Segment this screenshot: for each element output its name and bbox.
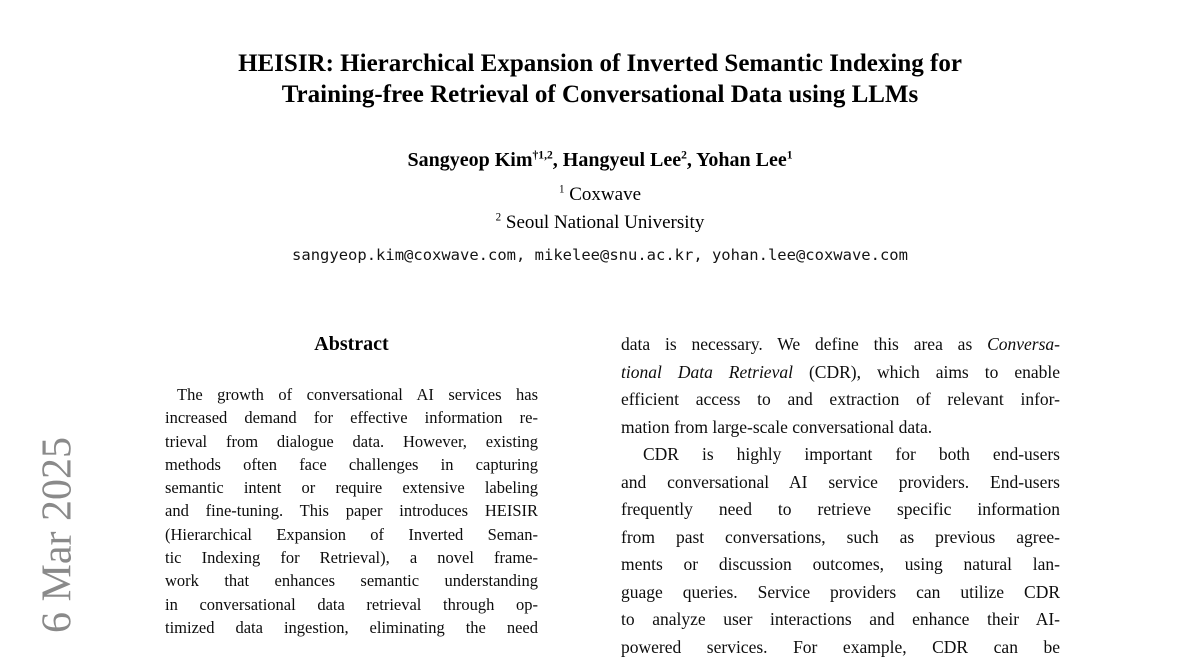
- affiliation-name: Seoul National University: [506, 212, 704, 233]
- affiliation-name: Coxwave: [569, 184, 641, 205]
- intro-line: ments or discussion outcomes, using natural lan-: [621, 551, 1060, 579]
- intro-line: tional Data Retrieval (CDR), which aims to enable: [621, 359, 1060, 387]
- abstract-line: The growth of conversational AI services has: [165, 383, 538, 406]
- intro-line: mation from large-scale conversational data.: [621, 414, 1060, 442]
- intro-line: powered services. For example, CDR can be: [621, 634, 1060, 661]
- abstract-text: [165, 383, 538, 639]
- title-line: Training-free Retrieval of Conversational Data using LLMs: [0, 79, 1200, 110]
- abstract-line: timized data ingestion, eliminating the need: [165, 616, 538, 639]
- affiliation-line: [0, 209, 1200, 237]
- abstract-line: methods often face challenges in capturing: [165, 453, 538, 476]
- abstract-line: in conversational data retrieval through op-: [165, 593, 538, 616]
- intro-line: efficient access to and extraction of relevant infor-: [621, 386, 1060, 414]
- intro-line: frequently need to retrieve specific information: [621, 496, 1060, 524]
- affiliation-line: [0, 181, 1200, 209]
- intro-column: [621, 331, 1060, 661]
- intro-line: CDR is highly important for both end-users: [621, 441, 1060, 469]
- intro-line: and conversational AI service providers. End-users: [621, 469, 1060, 497]
- intro-line: guage queries. Service providers can utilize CDR: [621, 579, 1060, 607]
- paper-header: [0, 48, 1200, 264]
- intro-line: data is necessary. We define this area as Conversa-: [621, 331, 1060, 359]
- abstract-line: tic Indexing for Retrieval), a novel frame-: [165, 546, 538, 569]
- emails-line: sangyeop.kim@coxwave.com, mikelee@snu.ac.kr, yohan.lee@coxwave.com: [0, 246, 1200, 264]
- authors-block: [0, 147, 1200, 173]
- abstract-line: work that enhances semantic understanding: [165, 569, 538, 592]
- paper-title: [0, 48, 1200, 110]
- authors-line: Sangyeop Kim$^{\dagger 1,2}$, Hangyeul Lee$^2$, Yohan Lee$^1$: [0, 147, 1200, 173]
- abstract-section: [165, 332, 538, 639]
- affiliation-number: 2: [496, 212, 502, 224]
- abstract-line: increased demand for effective information re-: [165, 406, 538, 429]
- abstract-heading: Abstract: [165, 332, 538, 356]
- intro-line: from past conversations, such as previous agree-: [621, 524, 1060, 552]
- abstract-line: semantic intent or require extensive labeling: [165, 476, 538, 499]
- abstract-line: trieval from dialogue data. However, existing: [165, 430, 538, 453]
- arxiv-date-watermark: 6 Mar 2025: [33, 428, 83, 643]
- affiliation-number: 1: [559, 184, 565, 196]
- abstract-line: and fine-tuning. This paper introduces HEISIR: [165, 499, 538, 522]
- affiliations: [0, 181, 1200, 237]
- title-line: HEISIR: Hierarchical Expansion of Inverted Semantic Indexing for: [0, 48, 1200, 79]
- intro-line: to analyze user interactions and enhance their AI-: [621, 606, 1060, 634]
- abstract-line: (Hierarchical Expansion of Inverted Seman-: [165, 523, 538, 546]
